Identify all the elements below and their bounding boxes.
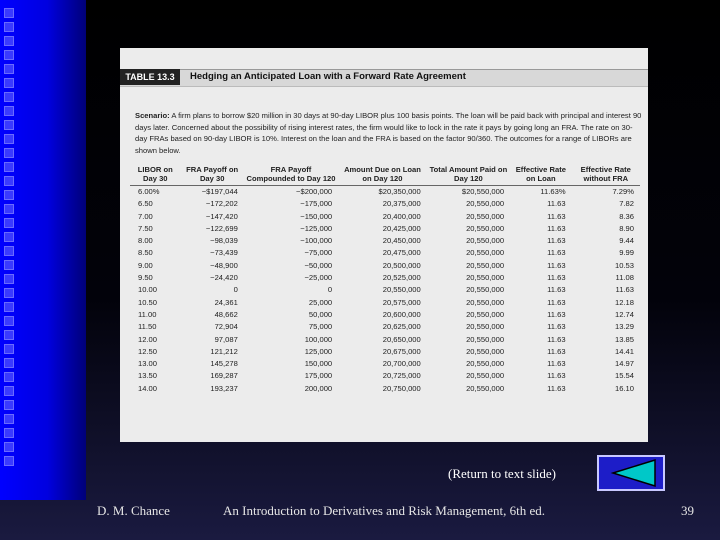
table-cell: 25,000: [308, 297, 333, 307]
return-button[interactable]: [597, 455, 665, 491]
table-cell: 8.50: [138, 248, 153, 258]
table-row: [130, 383, 640, 395]
table-cell: 11.63: [547, 236, 566, 246]
table-cell: 12.18: [614, 297, 634, 307]
table-cell: 193,237: [210, 383, 238, 393]
table-image: [120, 48, 648, 442]
table-cell: 11.63: [547, 273, 566, 283]
table-cell: 6.50: [138, 199, 153, 209]
table-cell: −50,000: [304, 260, 333, 270]
table-cell: 20,600,000: [382, 309, 421, 319]
footer-author: D. M. Chance: [97, 503, 170, 518]
table-cell: 20,575,000: [382, 297, 421, 307]
table-cell: −125,000: [300, 223, 333, 233]
table-cell: 20,550,000: [466, 211, 505, 221]
table-cell: 13.29: [614, 322, 634, 332]
table-cell: 11.63: [547, 211, 566, 221]
table-cell: 11.63: [547, 309, 566, 319]
table-cell: 11.63: [547, 346, 566, 356]
left-decorative-strip: [0, 0, 86, 500]
table-row: [130, 260, 640, 272]
table-cell: 0: [327, 285, 333, 295]
table-cell: 20,375,000: [382, 199, 421, 209]
table-cell: −25,000: [304, 273, 333, 283]
table-cell: 10.50: [138, 297, 158, 307]
table-cell: −150,000: [300, 211, 333, 221]
table-cell: 14.00: [138, 383, 158, 393]
footer-book-title: An Introduction to Derivatives and Risk Management, 6th ed.: [223, 503, 546, 518]
table-cell: 11.63: [547, 334, 566, 344]
table-cell: −100,000: [300, 236, 333, 246]
table-cell: −$200,000: [296, 187, 333, 196]
table-cell: 20,500,000: [382, 260, 421, 270]
table-cell: 20,550,000: [466, 273, 505, 283]
table-cell: 11.63: [547, 223, 566, 233]
table-cell: 20,550,000: [466, 260, 505, 270]
table-cell: −75,000: [304, 248, 333, 258]
table-cell: 20,550,000: [466, 371, 505, 381]
table-cell: 7.82: [619, 199, 634, 209]
table-cell: 24,361: [214, 297, 238, 307]
table-cell: −73,439: [210, 248, 238, 258]
header-total-paid: Total Amount Paid on Day 120: [427, 165, 510, 186]
table-row: [130, 235, 640, 247]
table-row: [130, 334, 640, 346]
table-cell: 20,550,000: [466, 248, 505, 258]
table-cell: 20,550,000: [466, 346, 505, 356]
table-cell: 20,475,000: [382, 248, 421, 258]
table-cell: 200,000: [304, 383, 333, 393]
table-row: [130, 370, 640, 382]
table-cell: −$197,044: [201, 187, 238, 196]
table-cell: 9.00: [138, 260, 153, 270]
square-pattern: [4, 8, 20, 470]
header-libor: LIBOR on Day 30: [130, 165, 181, 186]
table-cell: 16.10: [614, 383, 634, 393]
table-cell: 0: [233, 285, 238, 295]
table-cell: 11.00: [138, 309, 157, 319]
table-cell: −98,039: [210, 236, 238, 246]
table-cell: 20,450,000: [382, 236, 421, 246]
table-row: [130, 358, 640, 370]
fra-outcomes-table: [130, 165, 640, 395]
table-cell: 20,550,000: [382, 285, 421, 295]
table-cell: 125,000: [304, 346, 333, 356]
scenario-lead: Scenario:: [135, 111, 170, 120]
table-cell: 13.00: [138, 359, 158, 369]
table-cell: 20,525,000: [382, 273, 421, 283]
table-cell: 6.00%: [138, 187, 160, 196]
scenario-text: [135, 110, 643, 156]
table-cell: 20,625,000: [382, 322, 421, 332]
table-cell: 20,400,000: [382, 211, 421, 221]
slide-number: 39: [681, 503, 694, 518]
table-cell: 11.08: [615, 273, 634, 283]
table-cell: 20,725,000: [382, 371, 421, 381]
table-cell: 11.63: [615, 285, 634, 295]
table-cell: 9.99: [619, 248, 634, 258]
table-cell: 20,675,000: [382, 346, 421, 356]
table-cell: 11.63: [547, 322, 566, 332]
table-cell: 14.41: [614, 346, 634, 356]
table-cell: 20,550,000: [466, 359, 505, 369]
table-row: [130, 346, 640, 358]
table-cell: −48,900: [210, 260, 238, 270]
table-cell: 100,000: [304, 334, 333, 344]
table-cell: 7.00: [138, 211, 153, 221]
header-rate-without-fra: Effective Rate without FRA: [572, 165, 640, 186]
table-cell: 15.54: [614, 371, 634, 381]
table-cell: 150,000: [304, 359, 333, 369]
table-cell: −24,420: [210, 273, 238, 283]
table-cell: 20,550,000: [466, 322, 505, 332]
table-cell: −172,202: [205, 199, 238, 209]
table-row: [130, 297, 640, 309]
table-cell: 20,650,000: [382, 334, 421, 344]
table-cell: 48,662: [214, 309, 238, 319]
table-cell: 10.53: [614, 260, 634, 270]
table-cell: 9.44: [619, 236, 634, 246]
table-cell: 10.00: [138, 285, 158, 295]
table-cell: 11.63: [547, 248, 566, 258]
table-cell: 9.50: [138, 273, 153, 283]
table-cell: 20,550,000: [466, 223, 505, 233]
table-cell: 8.36: [619, 211, 634, 221]
table-title: Hedging an Anticipated Loan with a Forward Rate Agreement: [190, 71, 466, 82]
table-cell: 20,550,000: [466, 199, 505, 209]
table-cell: 20,750,000: [382, 383, 421, 393]
scenario-body: A firm plans to borrow $20 million in 30 days at 90-day LIBOR plus 100 basis points. The loan will be paid back with principal and interest 90 days later. Concerned about the possibility of rising interest rates, the firm would like to lock in the rate it pays by going long an FRA. The rate on 30-day FRAs based on 90-day LIBOR is 10%. Interest on the loan and the FRA is based on the factor 90/360. The outcomes for a range of LIBORs are shown below.: [135, 111, 642, 155]
table-cell: 8.00: [138, 236, 153, 246]
table-cell: 20,550,000: [466, 285, 505, 295]
table-row: [130, 284, 640, 296]
table-cell: $20,550,000: [461, 187, 505, 196]
table-cell: −122,699: [205, 223, 238, 233]
table-number-label: TABLE 13.3: [120, 69, 180, 85]
table-row: [130, 186, 640, 199]
table-cell: 11.63: [547, 260, 566, 270]
return-label: (Return to text slide): [448, 466, 556, 481]
back-triangle-icon: [599, 457, 663, 489]
table-cell: 8.90: [619, 223, 634, 233]
table-cell: −175,000: [300, 199, 333, 209]
table-cell: 11.63: [547, 359, 566, 369]
table-cell: 20,550,000: [466, 383, 505, 393]
table-row: [130, 247, 640, 259]
table-cell: 11.63: [547, 371, 566, 381]
table-cell: 50,000: [308, 309, 333, 319]
table-cell: 145,278: [210, 359, 238, 369]
table-cell: 20,550,000: [466, 297, 505, 307]
table-header-row: [130, 165, 640, 186]
table-cell: 11.63: [547, 285, 566, 295]
table-cell: 20,550,000: [466, 309, 505, 319]
table-cell: $20,350,000: [378, 187, 421, 196]
table-cell: 11.63: [547, 383, 566, 393]
table-cell: 121,212: [210, 346, 238, 356]
table-cell: 11.63: [547, 297, 566, 307]
header-amount-due: Amount Due on Loan on Day 120: [338, 165, 427, 186]
table-row: [130, 223, 640, 235]
table-cell: 75,000: [308, 322, 333, 332]
table-cell: 20,550,000: [466, 334, 505, 344]
table-cell: 7.29%: [612, 187, 634, 196]
table-cell: 169,287: [210, 371, 238, 381]
table-row: [130, 211, 640, 223]
table-cell: 20,550,000: [466, 236, 505, 246]
table-cell: 12.00: [138, 334, 158, 344]
table-row: [130, 198, 640, 210]
table-cell: 14.97: [614, 359, 634, 369]
table-cell: 12.74: [614, 309, 634, 319]
table-cell: 97,087: [214, 334, 238, 344]
header-fra-compounded: FRA Payoff Compounded to Day 120: [244, 165, 338, 186]
table-cell: 20,700,000: [382, 359, 421, 369]
table-cell: 13.50: [138, 371, 158, 381]
table-row: [130, 309, 640, 321]
table-cell: 20,425,000: [382, 223, 421, 233]
table-cell: 7.50: [138, 223, 153, 233]
header-effective-rate: Effective Rate on Loan: [510, 165, 572, 186]
table-cell: 175,000: [304, 371, 333, 381]
header-fra-payoff: FRA Payoff on Day 30: [181, 165, 244, 186]
table-cell: 11.63%: [540, 187, 566, 196]
table-row: [130, 272, 640, 284]
table-cell: 11.50: [138, 322, 157, 332]
table-cell: 11.63: [547, 199, 566, 209]
table-row: [130, 321, 640, 333]
table-cell: −147,420: [205, 211, 238, 221]
table-cell: 72,904: [214, 322, 238, 332]
table-cell: 13.85: [614, 334, 634, 344]
table-body: [130, 186, 640, 396]
table-cell: 12.50: [138, 346, 158, 356]
